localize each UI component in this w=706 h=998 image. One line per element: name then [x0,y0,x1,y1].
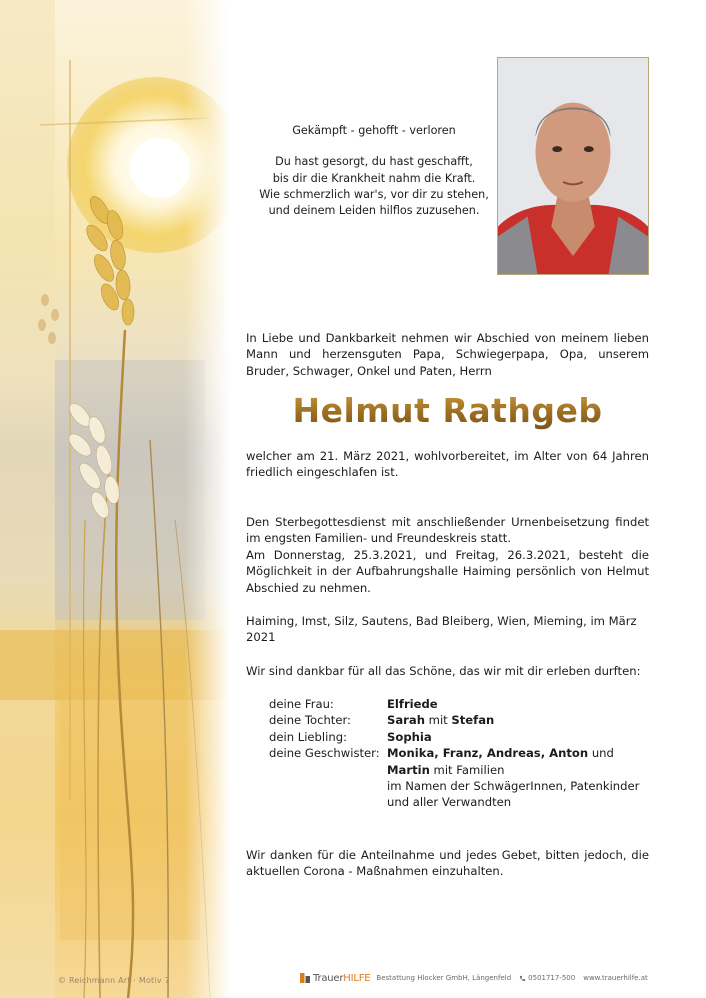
phone-icon [519,975,526,982]
death-notice: welcher am 21. März 2021, wohlvorbereitet, im Alter von 64 Jahren friedlich eingeschlafen ist. [246,449,649,480]
poem [252,123,496,219]
relation-label: dein Liebling: [269,729,347,744]
connector-text: und [591,746,614,761]
gratitude-line: Wir sind dankbar für all das Schöne, das wir mit dir erleben durften: [246,664,641,678]
brand-accent: HILFE [343,972,371,984]
portrait-photo [497,57,649,275]
relation-label: deine Tochter: [269,713,351,728]
poem-line: und deinem Leiden hilflos zuzusehen. [268,204,480,218]
watercolor-grain-artwork [0,0,230,998]
website-link[interactable]: www.trauerhilfe.at [583,974,648,982]
connector-text: mit Familien [433,762,505,777]
brand-main: Trauer [313,972,344,984]
service-paragraph-1: Den Sterbegottesdienst mit anschließender Urnenbeisetzung findet im engsten Familien- und Freundeskreis statt. [246,515,649,546]
service-paragraph-2: Am Donnerstag, 25.3.2021, und Freitag, 26.3.2021, besteht die Möglichkeit in der Aufbahrungshalle Haiming persönlich von Helmut Abschied zu nehmen. [246,548,649,595]
intro-paragraph: In Liebe und Dankbarkeit nehmen wir Abschied von meinem lieben Mann und herzensguten Papa, Schwiegerpapa, Opa, unserem Bruder, Schwager, Onkel und Paten, Herrn [246,331,649,378]
poem-line: Du hast gesorgt, du hast geschafft, [275,155,473,169]
survivor-name: Monika, Franz, Andreas, Anton [387,746,589,761]
survivor-name: Elfriede [387,697,438,711]
deceased-name: Helmut Rathgeb [246,391,649,430]
place-date: Haiming, Imst, Silz, Sautens, Bad Bleiberg, Wien, Mieming, im März 2021 [246,614,637,645]
poem-title: Gekämpft - gehofft - verloren [292,124,456,137]
company-name: Bestattung Hlocker GmbH, Längenfeld [376,974,512,982]
brand-logo-icon [300,973,310,983]
poem-line: bis dir die Krankheit nahm die Kraft. [272,171,476,185]
survivor-name: Martin [387,762,430,777]
brand-name [313,973,370,984]
connector-text: mit [428,713,448,728]
survivor-name: Stefan [451,713,495,728]
survivor-name: Sarah [387,713,425,728]
survivor-name: Sophia [387,729,432,744]
poem-line: Wie schmerzlich war's, vor dir zu stehen, [259,187,489,201]
extra-line: im Namen der SchwägerInnen, Patenkinder [387,778,640,793]
phone-number: 0501717-500 [528,974,576,982]
closing-paragraph: Wir danken für die Anteilnahme und jedes Gebet, bitten jedoch, die aktuellen Corona - Maßnahmen einzuhalten. [246,848,649,879]
artwork-copyright: © Reichmann Art · Motiv 7 [58,976,170,985]
relation-label: deine Geschwister: [269,746,380,761]
relation-label: deine Frau: [269,697,334,711]
footer [300,971,648,985]
extra-line: und aller Verwandten [387,795,512,810]
portrait-illustration [498,58,648,274]
